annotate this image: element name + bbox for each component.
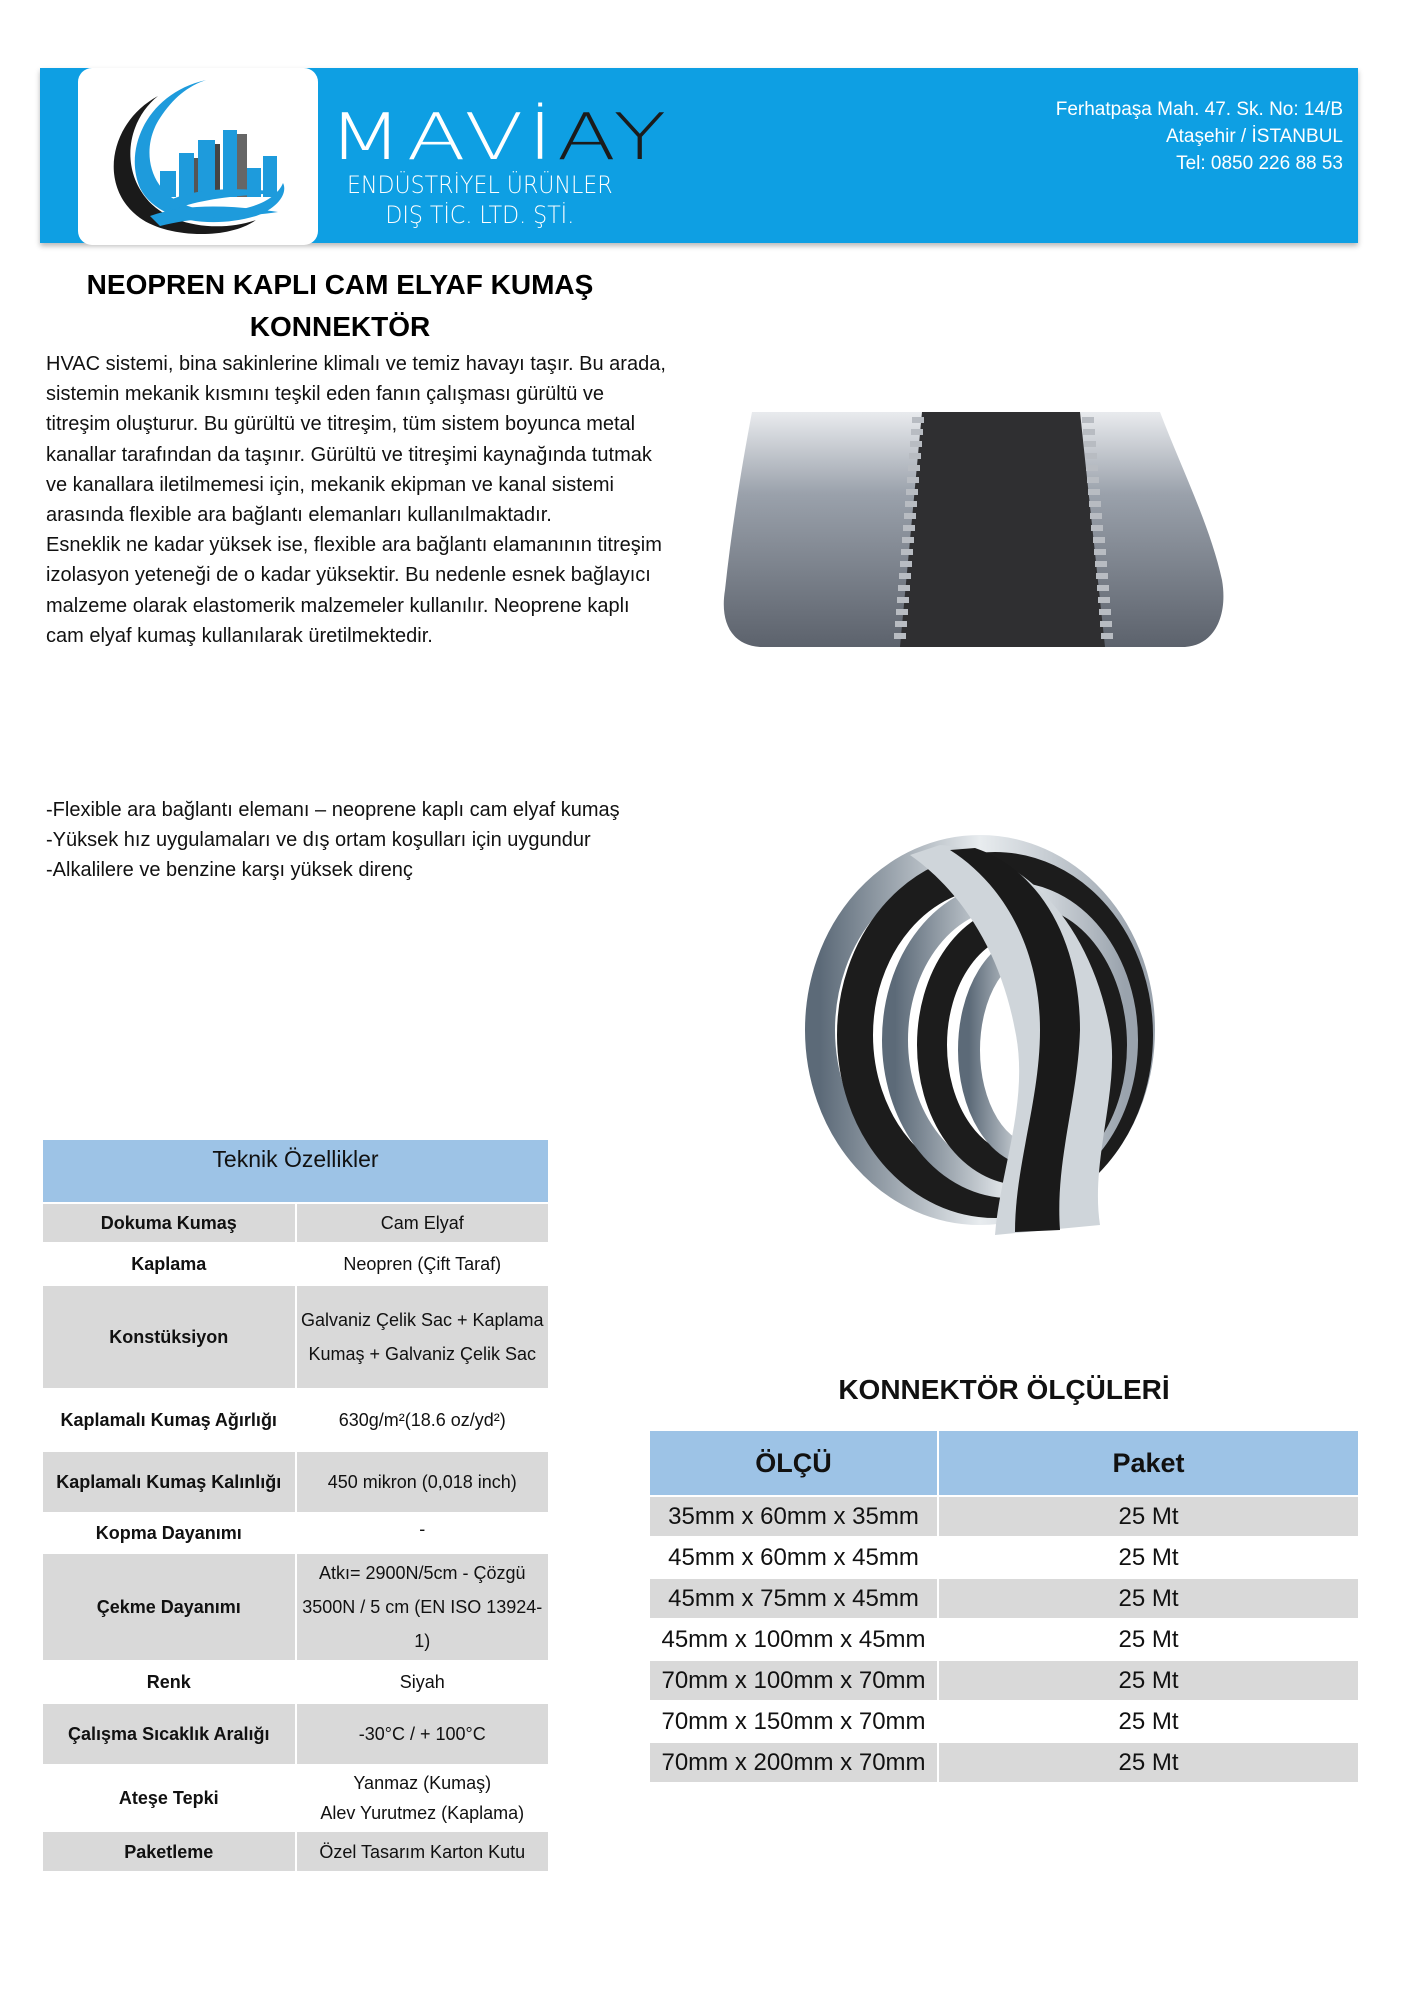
brand-subtitle-1: ENDÜSTRİYEL ÜRÜNLER <box>347 171 613 199</box>
feature-item: -Alkalilere ve benzine karşı yüksek direnç <box>46 859 413 882</box>
spec-value: - <box>296 1513 549 1553</box>
description-paragraph-1: HVAC sistemi, bina sakinlerine klimalı ve temiz havayı taşır. Bu arada, sistemin mekanik kısmını teşkil eden fanın çalışması gürültü ve titreşim oluşturur. Bu gürültü ve titreşim, tüm sistem boyunca metal kanallar tarafından da taşınır. Gürültü ve titreşimi kaynağında tutmak ve kanallara iletilmemesi için, mekanik ekipman ve kanal sistemi arasında flexible ara bağlantı elemanları kullanılmaktadır. <box>46 353 666 527</box>
table-row <box>650 1537 1358 1578</box>
table-row <box>43 1703 548 1765</box>
brand-name-dark: AY <box>556 101 671 175</box>
spec-value: 450 mikron (0,018 inch) <box>296 1451 549 1513</box>
city-skyline-crescent-logo-icon <box>78 68 318 245</box>
package-cell: 25 Mt <box>938 1660 1358 1701</box>
spec-key: Kopma Dayanımı <box>43 1513 296 1553</box>
description-paragraph-2: Esneklik ne kadar yüksek ise, flexible ara bağlantı elamanının titreşim izolasyon yeteneği de o kadar yüksektir. Bu nedenle esnek bağlayıcı malzeme olarak elastomerik malzemeler kullanılır. Neoprene kaplı cam elyaf kumaş kullanılarak üretilmektedir. <box>46 534 662 647</box>
column-header-size: ÖLÇÜ <box>650 1431 938 1496</box>
size-cell: 45mm x 60mm x 45mm <box>650 1537 938 1578</box>
spec-value-line: Yanmaz (Kumaş) <box>353 1773 492 1793</box>
table-row <box>43 1553 548 1661</box>
package-cell: 25 Mt <box>938 1537 1358 1578</box>
spec-value: Cam Elyaf <box>296 1203 549 1243</box>
table-row <box>43 1765 548 1831</box>
brand-name-light: MAVİ <box>328 101 557 175</box>
product-description <box>46 349 666 651</box>
spec-value: Neopren (Çift Taraf) <box>296 1243 549 1285</box>
spec-value: Atkı= 2900N/5cm - Çözgü 3500N / 5 cm (EN ISO 13924-1) <box>296 1553 549 1661</box>
spec-key: Paketleme <box>43 1831 296 1871</box>
spec-table-title: Teknik Özellikler <box>43 1140 548 1203</box>
feature-item: -Yüksek hız uygulamaları ve dış ortam koşulları için uygundur <box>46 829 591 852</box>
spec-key: Kaplamalı Kumaş Ağırlığı <box>43 1389 296 1451</box>
header-banner <box>40 68 1358 243</box>
spec-key: Dokuma Kumaş <box>43 1203 296 1243</box>
page-title-line-2: KONNEKTÖR <box>249 311 431 342</box>
table-row <box>43 1513 548 1553</box>
table-row <box>650 1578 1358 1619</box>
brand-name <box>328 101 841 175</box>
page-title <box>40 264 640 348</box>
company-address <box>1056 96 1343 177</box>
table-row <box>43 1203 548 1243</box>
spec-value: 630g/m²(18.6 oz/yd²) <box>296 1389 549 1451</box>
technical-specs-table <box>43 1140 548 1871</box>
table-row <box>650 1496 1358 1537</box>
table-row <box>650 1742 1358 1782</box>
feature-item: -Flexible ara bağlantı elemanı – neoprene kaplı cam elyaf kumaş <box>46 799 620 821</box>
package-cell: 25 Mt <box>938 1619 1358 1660</box>
size-cell: 45mm x 75mm x 45mm <box>650 1578 938 1619</box>
spec-key: Konstüksiyon <box>43 1285 296 1389</box>
package-cell: 25 Mt <box>938 1701 1358 1742</box>
size-cell: 70mm x 150mm x 70mm <box>650 1701 938 1742</box>
spec-key: Kaplamalı Kumaş Kalınlığı <box>43 1451 296 1513</box>
size-cell: 70mm x 100mm x 70mm <box>650 1660 938 1701</box>
rolled-fabric-connector-image <box>790 830 1220 1250</box>
table-row <box>43 1661 548 1703</box>
size-cell: 35mm x 60mm x 35mm <box>650 1496 938 1537</box>
package-cell: 25 Mt <box>938 1742 1358 1782</box>
table-row <box>43 1285 548 1389</box>
size-cell: 70mm x 200mm x 70mm <box>650 1742 938 1782</box>
table-row <box>43 1831 548 1871</box>
sizes-title: KONNEKTÖR ÖLÇÜLERİ <box>838 1374 1170 1405</box>
spec-value-line: Alev Yurutmez (Kaplama) <box>320 1803 525 1823</box>
flat-fabric-connector-image <box>710 405 1270 655</box>
table-row <box>43 1451 548 1513</box>
spec-value: -30°C / + 100°C <box>296 1703 549 1765</box>
feature-list <box>46 795 646 886</box>
package-cell: 25 Mt <box>938 1578 1358 1619</box>
table-row <box>650 1701 1358 1742</box>
spec-key: Renk <box>43 1661 296 1703</box>
page-title-line-1: NEOPREN KAPLI CAM ELYAF KUMAŞ <box>86 269 594 300</box>
spec-key: Ateşe Tepki <box>43 1765 296 1831</box>
package-cell: 25 Mt <box>938 1496 1358 1537</box>
phone-number: Tel: 0850 226 88 53 <box>1176 153 1343 174</box>
brand-subtitle-2: DIŞ TİC. LTD. ŞTİ. <box>385 201 575 229</box>
spec-key: Çekme Dayanımı <box>43 1553 296 1661</box>
size-cell: 45mm x 100mm x 45mm <box>650 1619 938 1660</box>
spec-value: Siyah <box>296 1661 549 1703</box>
column-header-package: Paket <box>938 1431 1358 1496</box>
spec-key: Çalışma Sıcaklık Aralığı <box>43 1703 296 1765</box>
address-line-2: Ataşehir / İSTANBUL <box>1165 126 1343 147</box>
table-row <box>650 1619 1358 1660</box>
table-row <box>43 1243 548 1285</box>
brand-block <box>328 101 708 230</box>
spec-key: Kaplama <box>43 1243 296 1285</box>
spec-value: Galvaniz Çelik Sac + Kaplama Kumaş + Galvaniz Çelik Sac <box>296 1285 549 1389</box>
table-row <box>650 1660 1358 1701</box>
logo <box>78 68 318 245</box>
address-line-1: Ferhatpaşa Mah. 47. Sk. No: 14/B <box>1055 99 1343 120</box>
connector-sizes-table <box>650 1431 1358 1782</box>
spec-value: Özel Tasarım Karton Kutu <box>296 1831 549 1871</box>
table-row <box>43 1389 548 1451</box>
spec-value <box>296 1765 549 1831</box>
